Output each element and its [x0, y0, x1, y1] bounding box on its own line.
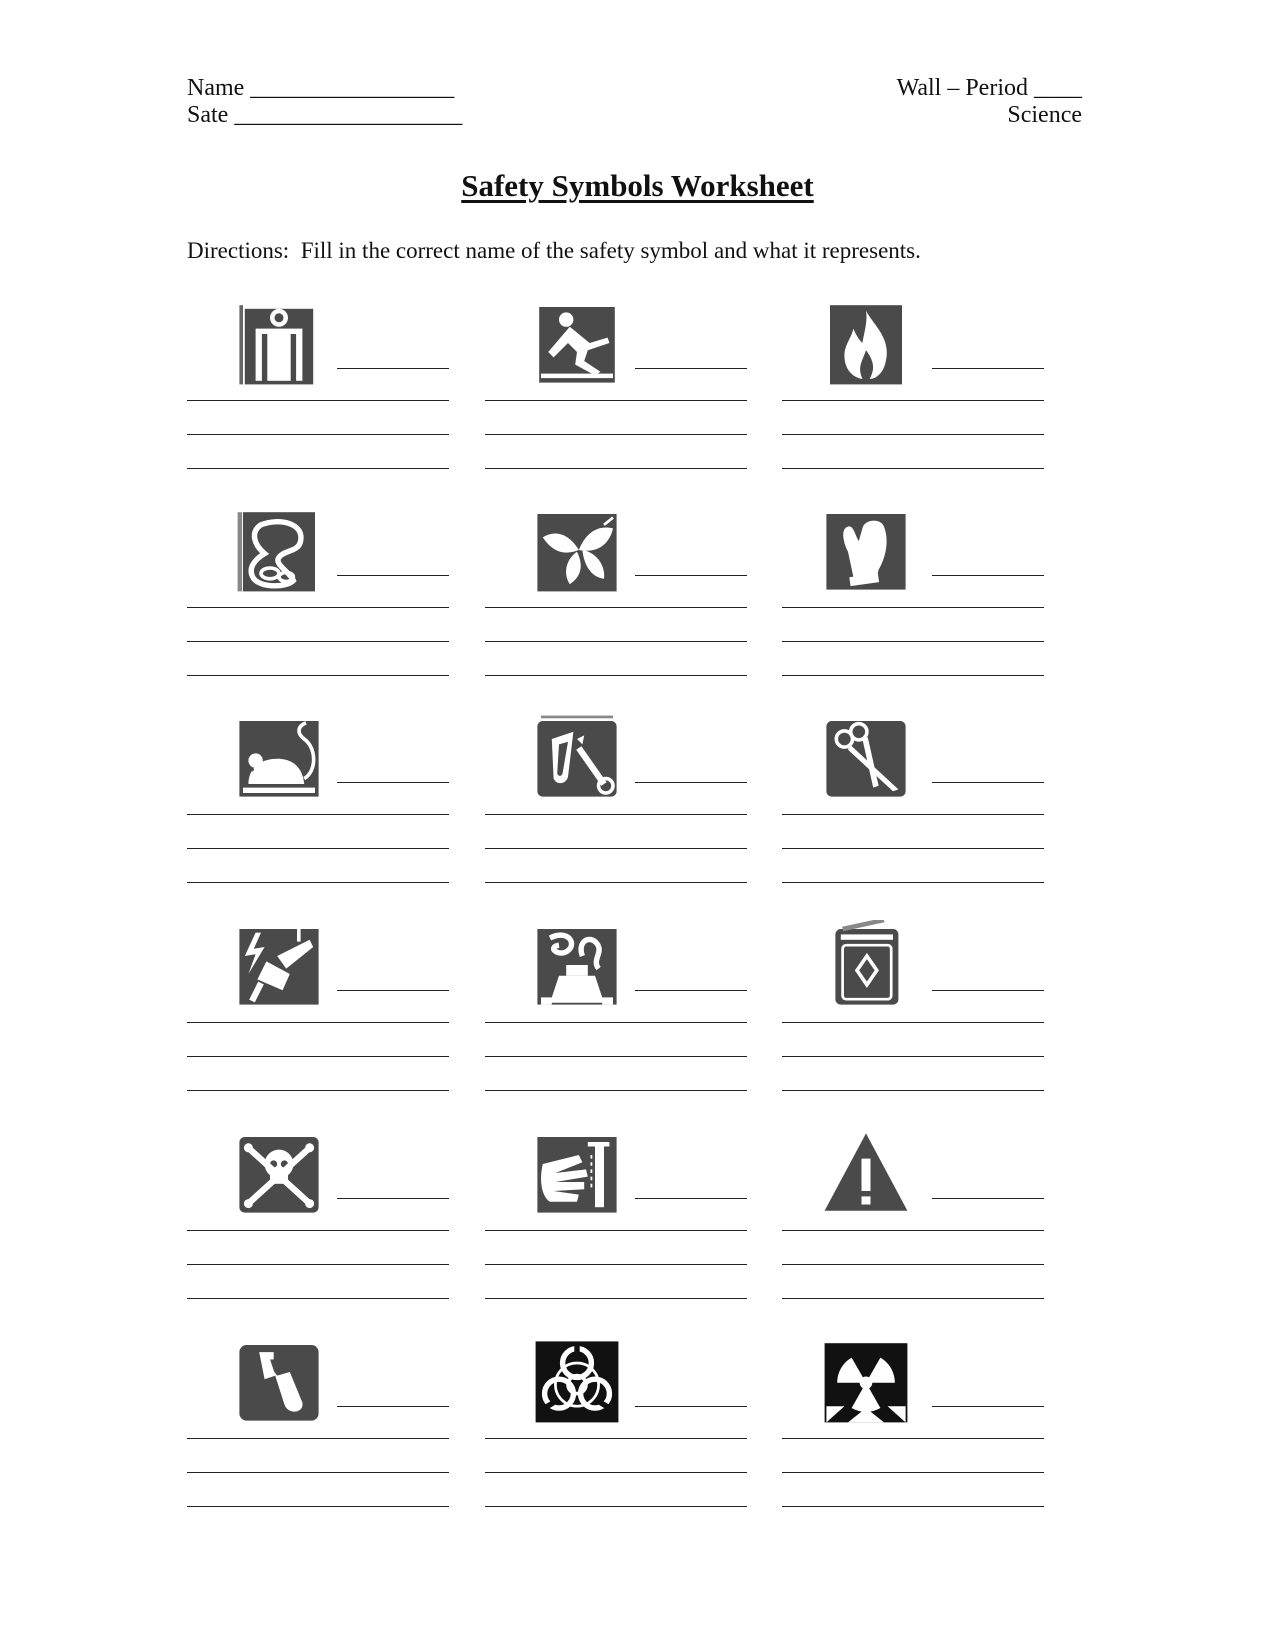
description-blank[interactable]: [187, 882, 449, 883]
symbol-item: [782, 1128, 1044, 1328]
description-blank[interactable]: [485, 814, 747, 815]
description-blank[interactable]: [782, 1056, 1044, 1057]
symbol-item: [187, 712, 449, 912]
symbol-item: [782, 1336, 1044, 1536]
symbol-item: [485, 298, 747, 498]
description-blank[interactable]: [782, 400, 1044, 401]
symbol-item: [187, 505, 449, 705]
oven-mitt-icon: [820, 505, 912, 595]
description-blank[interactable]: [187, 400, 449, 401]
symbol-name-blank[interactable]: [932, 1198, 1044, 1199]
symbol-item: [782, 712, 1044, 912]
symbol-name-blank[interactable]: [337, 782, 449, 783]
description-blank[interactable]: [782, 882, 1044, 883]
symbol-name-blank[interactable]: [932, 782, 1044, 783]
description-blank[interactable]: [485, 1506, 747, 1507]
page-title: Safety Symbols Worksheet: [461, 168, 814, 203]
warning-triangle-icon: [820, 1128, 912, 1218]
symbol-item: [782, 298, 1044, 498]
description-blank[interactable]: [782, 607, 1044, 608]
symbol-item: [485, 1128, 747, 1328]
flame-icon: [820, 298, 912, 388]
description-blank[interactable]: [187, 1438, 449, 1439]
description-blank[interactable]: [485, 434, 747, 435]
teacher-period-field[interactable]: Wall – Period ____: [896, 75, 1082, 101]
description-blank[interactable]: [485, 1264, 747, 1265]
description-blank[interactable]: [782, 1230, 1044, 1231]
description-blank[interactable]: [782, 675, 1044, 676]
description-blank[interactable]: [187, 1230, 449, 1231]
symbol-name-blank[interactable]: [932, 1406, 1044, 1407]
symbol-item: [485, 1336, 747, 1536]
description-blank[interactable]: [187, 1264, 449, 1265]
symbol-name-blank[interactable]: [635, 575, 747, 576]
description-blank[interactable]: [187, 434, 449, 435]
goggles-icon: [233, 505, 325, 595]
symbol-item: [782, 505, 1044, 705]
description-blank[interactable]: [782, 1264, 1044, 1265]
description-blank[interactable]: [187, 814, 449, 815]
symbol-name-blank[interactable]: [932, 990, 1044, 991]
animal-mouse-icon: [233, 712, 325, 802]
description-blank[interactable]: [782, 641, 1044, 642]
electrical-plug-icon: [233, 920, 325, 1010]
description-blank[interactable]: [485, 848, 747, 849]
description-blank[interactable]: [782, 468, 1044, 469]
description-blank[interactable]: [187, 1090, 449, 1091]
symbol-name-blank[interactable]: [337, 1406, 449, 1407]
test-tube-icon: [233, 1336, 325, 1426]
scissors-icon: [820, 712, 912, 802]
radiation-icon: [820, 1336, 912, 1426]
symbol-name-blank[interactable]: [635, 368, 747, 369]
apron-icon: [233, 298, 325, 388]
symbol-item: [187, 1128, 449, 1328]
broken-glass-icon: [531, 712, 623, 802]
directions-text: Directions: Fill in the correct name of the safety symbol and what it represents.: [187, 238, 921, 263]
description-blank[interactable]: [782, 1506, 1044, 1507]
symbol-name-blank[interactable]: [337, 990, 449, 991]
description-blank[interactable]: [782, 814, 1044, 815]
description-blank[interactable]: [187, 641, 449, 642]
symbol-item: [187, 920, 449, 1120]
description-blank[interactable]: [485, 641, 747, 642]
description-blank[interactable]: [782, 1090, 1044, 1091]
symbol-item: [782, 920, 1044, 1120]
description-blank[interactable]: [485, 1438, 747, 1439]
description-blank[interactable]: [782, 1438, 1044, 1439]
description-blank[interactable]: [485, 607, 747, 608]
description-blank[interactable]: [187, 468, 449, 469]
description-blank[interactable]: [485, 1298, 747, 1299]
symbol-item: [485, 920, 747, 1120]
symbol-name-blank[interactable]: [932, 575, 1044, 576]
symbol-name-blank[interactable]: [635, 1198, 747, 1199]
description-blank[interactable]: [485, 1056, 747, 1057]
description-blank[interactable]: [485, 468, 747, 469]
description-blank[interactable]: [187, 1056, 449, 1057]
description-blank[interactable]: [782, 1022, 1044, 1023]
disposal-icon: [820, 920, 912, 1010]
description-blank[interactable]: [782, 848, 1044, 849]
symbol-name-blank[interactable]: [635, 990, 747, 991]
description-blank[interactable]: [485, 882, 747, 883]
symbol-name-blank[interactable]: [337, 1198, 449, 1199]
description-blank[interactable]: [187, 607, 449, 608]
fumes-icon: [531, 920, 623, 1010]
description-blank[interactable]: [485, 1022, 747, 1023]
description-blank[interactable]: [187, 1506, 449, 1507]
description-blank[interactable]: [187, 675, 449, 676]
description-blank[interactable]: [782, 1472, 1044, 1473]
symbol-name-blank[interactable]: [337, 368, 449, 369]
description-blank[interactable]: [782, 1298, 1044, 1299]
symbol-item: [187, 298, 449, 498]
name-field[interactable]: Name _________________: [187, 75, 455, 101]
date-field[interactable]: Sate ___________________: [187, 102, 463, 128]
description-blank[interactable]: [485, 1472, 747, 1473]
plant-leaves-icon: [531, 505, 623, 595]
description-blank[interactable]: [782, 434, 1044, 435]
biohazard-icon: [531, 1336, 623, 1426]
description-blank[interactable]: [187, 1472, 449, 1473]
symbol-name-blank[interactable]: [635, 1406, 747, 1407]
description-blank[interactable]: [187, 1022, 449, 1023]
symbol-item: [485, 712, 747, 912]
description-blank[interactable]: [485, 675, 747, 676]
skull-crossbones-icon: [233, 1128, 325, 1218]
description-blank[interactable]: [187, 1298, 449, 1299]
symbol-name-blank[interactable]: [337, 575, 449, 576]
slip-hazard-icon: [531, 298, 623, 388]
subject-label: Science: [1007, 102, 1082, 128]
description-blank[interactable]: [187, 848, 449, 849]
hand-washing-icon: [531, 1128, 623, 1218]
symbol-item: [485, 505, 747, 705]
symbol-name-blank[interactable]: [635, 782, 747, 783]
symbol-name-blank[interactable]: [932, 368, 1044, 369]
symbol-item: [187, 1336, 449, 1536]
description-blank[interactable]: [485, 1230, 747, 1231]
description-blank[interactable]: [485, 1090, 747, 1091]
description-blank[interactable]: [485, 400, 747, 401]
